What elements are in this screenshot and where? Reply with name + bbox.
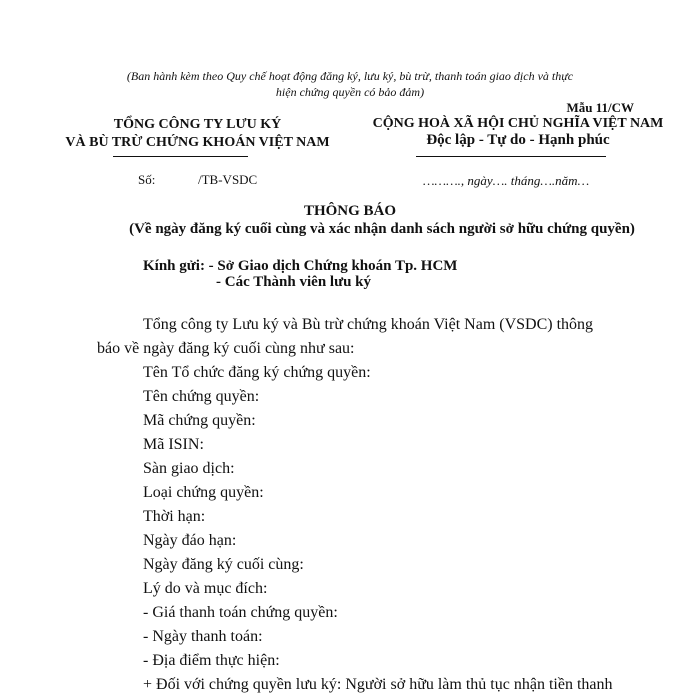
field-warrant-code: Mã chứng quyền: bbox=[143, 412, 256, 429]
field-issuer-name: Tên Tổ chức đăng ký chứng quyền: bbox=[143, 364, 371, 381]
field-term: Thời hạn: bbox=[143, 508, 206, 525]
field-exchange: Sàn giao dịch: bbox=[143, 460, 235, 477]
field-deposited-warrants: + Đối với chứng quyền lưu ký: Người sở hữu làm thủ tục nhận tiền thanh bbox=[143, 676, 613, 693]
organization-underline bbox=[113, 156, 248, 157]
recipient-line2: - Các Thành viên lưu ký bbox=[216, 274, 372, 290]
field-reason-purpose: Lý do và mục đích: bbox=[143, 580, 268, 597]
nation-underline bbox=[416, 156, 606, 157]
document-number-label: Số: bbox=[138, 172, 156, 187]
field-isin-code: Mã ISIN: bbox=[143, 436, 204, 453]
field-record-date: Ngày đăng ký cuối cùng: bbox=[143, 556, 304, 573]
issuance-note-line1: (Ban hành kèm theo Quy chế hoạt động đăng ký, lưu ký, bù trừ, thanh toán giao dịch và thực bbox=[126, 69, 574, 83]
document-number-suffix: /TB-VSDC bbox=[198, 172, 258, 187]
field-warrant-type: Loại chứng quyền: bbox=[143, 484, 264, 501]
organization-name bbox=[60, 116, 335, 152]
issuance-note-line2: hiện chứng quyền có bảo đảm) bbox=[275, 85, 425, 99]
field-venue: - Địa điểm thực hiện: bbox=[143, 652, 280, 669]
field-warrant-name: Tên chứng quyền: bbox=[143, 388, 260, 405]
field-settlement-price: - Giá thanh toán chứng quyền: bbox=[143, 604, 338, 621]
organization-line2: VÀ BÙ TRỪ CHỨNG KHOÁN VIỆT NAM bbox=[65, 135, 330, 150]
intro-line2: báo về ngày đăng ký cuối cùng như sau: bbox=[97, 340, 355, 357]
field-maturity-date: Ngày đáo hạn: bbox=[143, 532, 237, 549]
field-payment-date: - Ngày thanh toán: bbox=[143, 628, 263, 645]
nation-motto: Độc lập - Tự do - Hạnh phúc bbox=[426, 132, 610, 148]
issuance-note bbox=[0, 68, 700, 100]
date-line: ………., ngày…. tháng….năm… bbox=[423, 173, 590, 188]
recipient-line1: Kính gửi: - Sở Giao dịch Chứng khoán Tp. HCM bbox=[143, 258, 458, 274]
organization-line1: TỔNG CÔNG TY LƯU KÝ bbox=[113, 117, 282, 132]
intro-line1: Tổng công ty Lưu ký và Bù trừ chứng khoán Việt Nam (VSDC) thông bbox=[143, 316, 594, 333]
form-code: Mẫu 11/CW bbox=[566, 100, 634, 115]
page-title: THÔNG BÁO bbox=[303, 203, 397, 219]
page-subtitle: (Về ngày đăng ký cuối cùng và xác nhận danh sách người sở hữu chứng quyền) bbox=[129, 221, 635, 237]
nation-name: CỘNG HOÀ XÃ HỘI CHỦ NGHĨA VIỆT NAM bbox=[372, 116, 664, 131]
